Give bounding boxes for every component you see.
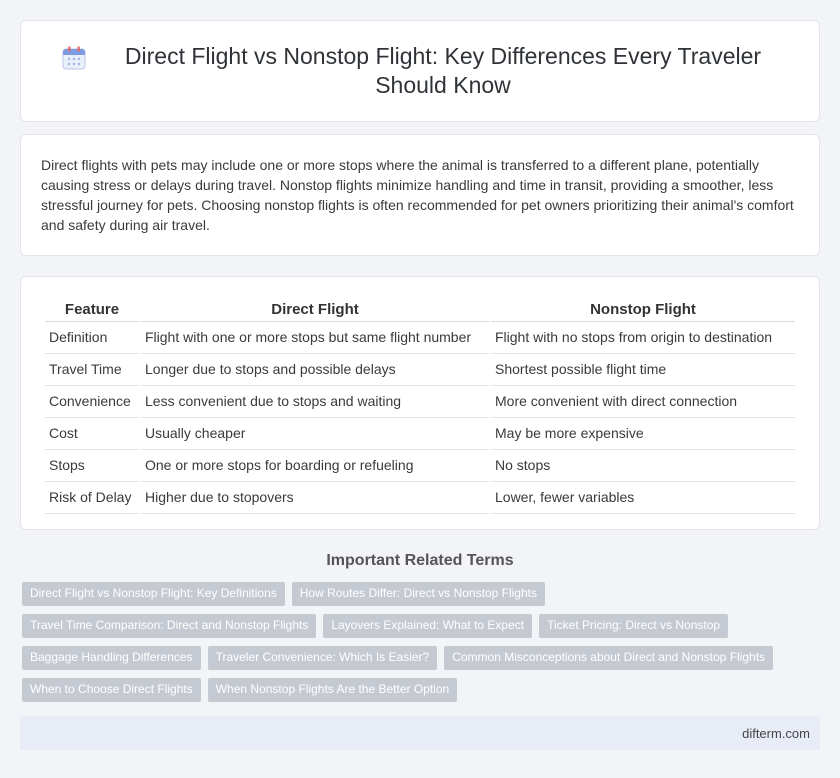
related-term-link[interactable]: When to Choose Direct Flights — [22, 678, 201, 702]
table-row — [45, 418, 795, 450]
header-direct-flight: Direct Flight — [141, 297, 489, 322]
related-term-link[interactable]: Traveler Convenience: Which Is Easier? — [208, 646, 438, 670]
table-row — [45, 482, 795, 514]
nonstop-cell: No stops — [491, 450, 795, 482]
feature-cell: Travel Time — [45, 354, 139, 386]
related-term-link[interactable]: Ticket Pricing: Direct vs Nonstop — [539, 614, 728, 638]
related-term-link[interactable]: Direct Flight vs Nonstop Flight: Key Definitions — [22, 582, 285, 606]
feature-cell: Convenience — [45, 386, 139, 418]
feature-cell: Definition — [45, 322, 139, 354]
footer — [20, 716, 820, 750]
related-term-link[interactable]: Layovers Explained: What to Expect — [323, 614, 532, 638]
related-term-link[interactable]: How Routes Differ: Direct vs Nonstop Flights — [292, 582, 545, 606]
comparison-table — [43, 297, 797, 514]
feature-cell: Risk of Delay — [45, 482, 139, 514]
direct-cell: Less convenient due to stops and waiting — [141, 386, 489, 418]
direct-cell: One or more stops for boarding or refueling — [141, 450, 489, 482]
nonstop-cell: Shortest possible flight time — [491, 354, 795, 386]
table-row — [45, 322, 795, 354]
direct-cell: Higher due to stopovers — [141, 482, 489, 514]
header-nonstop-flight: Nonstop Flight — [491, 297, 795, 322]
comparison-table-card — [20, 276, 820, 530]
table-row — [45, 450, 795, 482]
intro-card — [20, 134, 820, 256]
nonstop-cell: Lower, fewer variables — [491, 482, 795, 514]
feature-cell: Cost — [45, 418, 139, 450]
feature-cell: Stops — [45, 450, 139, 482]
direct-cell: Longer due to stops and possible delays — [141, 354, 489, 386]
related-terms-title: Important Related Terms — [326, 552, 514, 569]
nonstop-cell: More convenient with direct connection — [491, 386, 795, 418]
related-terms-list — [22, 582, 782, 702]
nonstop-cell: Flight with no stops from origin to destination — [491, 322, 795, 354]
page-title: Direct Flight vs Nonstop Flight: Key Differences Every Traveler Should Know — [124, 43, 762, 98]
related-term-link[interactable]: Baggage Handling Differences — [22, 646, 201, 670]
table-row — [45, 354, 795, 386]
nonstop-cell: May be more expensive — [491, 418, 795, 450]
header-card — [20, 20, 820, 122]
table-header-row — [45, 297, 795, 322]
table-row — [45, 386, 795, 418]
intro-text: Direct flights with pets may include one or more stops where the animal is transferred to a different plane, potentially causing stress or delays during travel. Nonstop flights minimize handling and time in transit, providing a smoother, less stressful journey for pets. Choosing nonstop flights is often recommended for pet owners prioritizing their animal's comfort and safety during air travel. — [41, 157, 794, 233]
direct-cell: Flight with one or more stops but same flight number — [141, 322, 489, 354]
header-feature: Feature — [45, 297, 139, 322]
direct-cell: Usually cheaper — [141, 418, 489, 450]
calendar-icon — [61, 45, 87, 71]
related-term-link[interactable]: When Nonstop Flights Are the Better Option — [208, 678, 457, 702]
title-wrap — [61, 42, 779, 100]
related-term-link[interactable]: Common Misconceptions about Direct and Nonstop Flights — [444, 646, 773, 670]
footer-site-name: difterm.com — [742, 725, 810, 741]
related-term-link[interactable]: Travel Time Comparison: Direct and Nonstop Flights — [22, 614, 316, 638]
